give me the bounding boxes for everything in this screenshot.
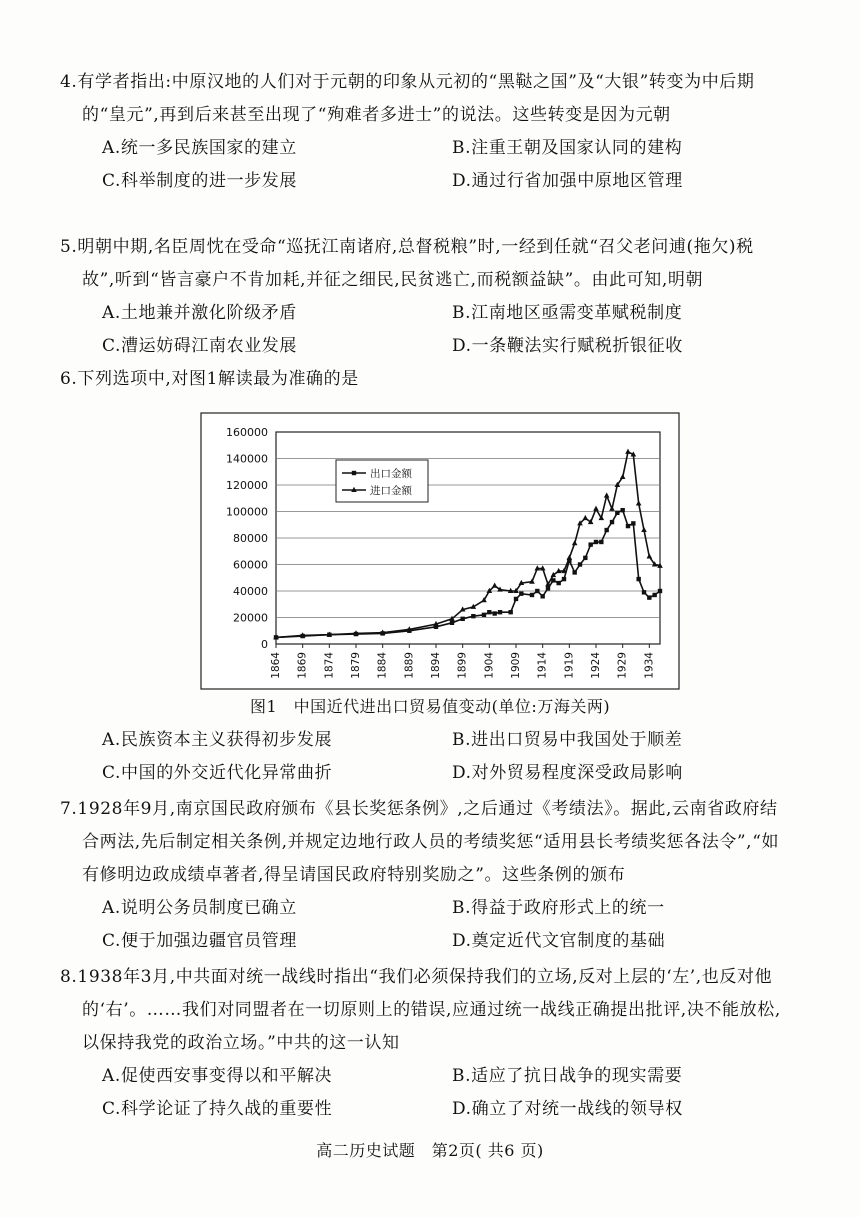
legend-marker xyxy=(352,471,356,475)
x-tick-label: 1924 xyxy=(590,652,602,679)
figure-caption: 图1 中国近代进出口贸易值变动(单位:万海关两) xyxy=(250,697,611,716)
data-point xyxy=(578,562,582,566)
option-a[interactable]: A.促使西安事变得以和平解决 xyxy=(102,1066,333,1086)
option-b[interactable]: B.适应了抗日战争的现实需要 xyxy=(452,1066,683,1086)
question-stem xyxy=(60,231,782,297)
option-a[interactable]: A.土地兼并激化阶级矛盾 xyxy=(102,303,297,323)
data-point xyxy=(583,556,587,560)
y-tick-label: 160000 xyxy=(226,426,268,439)
question-text: 明朝中期,名臣周忱在受命“巡抚江南诸府,总督税粮”时,一经到任就“召父老问逋(拖欠)税故”,听到“皆言豪户不肯加耗,并征之细民,民贫逃亡,而税额益缺”。由此可知,明朝 xyxy=(77,237,754,290)
x-tick-label: 1874 xyxy=(323,652,336,679)
data-point xyxy=(530,593,534,597)
option-d[interactable]: D.通过行省加强中原地区管理 xyxy=(452,171,683,191)
option-a[interactable]: A.民族资本主义获得初步发展 xyxy=(102,730,333,750)
data-point xyxy=(562,577,566,581)
data-point xyxy=(487,610,491,614)
question-number: 4. xyxy=(60,72,78,92)
data-point xyxy=(636,577,640,581)
x-tick-label: 1899 xyxy=(456,652,469,679)
question-text: 有学者指出:中原汉地的人们对于元朝的印象从元初的“黑鞑之国”及“大银”转变为中后期的“皇元”,再到后来甚至出现了“殉难者多进士”的说法。这些转变是因为元朝 xyxy=(77,72,755,125)
question-text: 下列选项中,对图1解读最为准确的是 xyxy=(77,369,359,389)
data-point xyxy=(514,597,518,601)
option-d[interactable]: D.奠定近代文官制度的基础 xyxy=(452,931,666,951)
x-tick-label: 1914 xyxy=(536,652,549,679)
data-point xyxy=(519,591,523,595)
data-point xyxy=(492,611,496,615)
x-tick-label: 1879 xyxy=(350,652,362,679)
y-tick-label: 60000 xyxy=(233,558,268,572)
legend-label: 进口金额 xyxy=(370,485,412,497)
data-point xyxy=(594,540,598,544)
question-number: 7. xyxy=(60,799,78,819)
options xyxy=(82,132,782,198)
question-6 xyxy=(60,363,782,396)
data-point xyxy=(599,540,603,544)
data-point xyxy=(471,614,475,618)
x-tick-label: 1884 xyxy=(376,652,389,679)
question-6-options xyxy=(82,724,782,790)
x-tick-label: 1869 xyxy=(296,652,309,679)
x-tick-label: 1929 xyxy=(616,652,629,679)
y-tick-label: 120000 xyxy=(226,479,268,492)
data-point xyxy=(626,524,630,528)
option-c[interactable]: C.中国的外交近代化异常曲折 xyxy=(102,763,333,783)
x-tick-label: 1889 xyxy=(403,652,416,679)
question-stem xyxy=(60,363,782,396)
question-4 xyxy=(60,66,782,198)
data-point xyxy=(450,621,454,625)
data-point xyxy=(572,570,576,574)
data-point xyxy=(535,589,539,593)
option-b[interactable]: B.江南地区亟需变革赋税制度 xyxy=(452,303,683,323)
data-point xyxy=(482,613,486,617)
y-tick-label: 140000 xyxy=(226,452,268,466)
data-point xyxy=(588,542,592,546)
question-number: 6. xyxy=(60,369,78,389)
x-tick-label: 1909 xyxy=(510,652,522,679)
options xyxy=(82,297,782,363)
question-7 xyxy=(60,793,782,958)
option-d[interactable]: D.一条鞭法实行赋税折银征收 xyxy=(452,336,683,356)
y-tick-label: 0 xyxy=(261,638,268,651)
question-number: 5. xyxy=(60,237,78,257)
data-point xyxy=(460,617,464,621)
data-point xyxy=(652,593,656,597)
y-tick-label: 100000 xyxy=(226,505,268,519)
data-point xyxy=(546,586,550,590)
data-point xyxy=(620,508,624,512)
options xyxy=(82,1060,782,1126)
data-point xyxy=(647,595,651,599)
option-c[interactable]: C.便于加强边疆官员管理 xyxy=(102,931,298,951)
data-point xyxy=(556,581,560,585)
option-c[interactable]: C.科学论证了持久战的重要性 xyxy=(102,1099,333,1119)
x-tick-label: 1919 xyxy=(563,652,576,679)
question-text: 1928年9月,南京国民政府颁布《县长奖惩条例》,之后通过《考绩法》。据此,云南省政府结合两法,先后制定相关条例,并规定边地行政人员的考绩奖惩“适用县长考绩奖惩各法令”,“如有修明边政成绩卓著者,得呈请国民政府特别奖励之”。这些条例的颁布 xyxy=(77,799,780,885)
question-number: 8. xyxy=(60,967,78,987)
y-tick-label: 80000 xyxy=(233,532,268,545)
y-tick-label: 40000 xyxy=(233,585,268,598)
question-stem xyxy=(60,793,782,892)
options xyxy=(82,724,782,790)
trade-chart-svg xyxy=(200,412,680,690)
x-tick-label: 1934 xyxy=(643,652,656,679)
option-b[interactable]: B.得益于政府形式上的统一 xyxy=(452,898,665,918)
data-point xyxy=(498,610,502,614)
data-point xyxy=(658,589,662,593)
options xyxy=(82,892,782,958)
question-5 xyxy=(60,231,782,363)
trade-chart xyxy=(200,412,680,690)
y-tick-label: 20000 xyxy=(233,611,268,625)
data-point xyxy=(508,610,512,614)
data-point xyxy=(540,594,544,598)
data-point xyxy=(631,521,635,525)
data-point xyxy=(604,528,608,532)
option-c[interactable]: C.漕运妨碍江南农业发展 xyxy=(102,336,298,356)
x-tick-label: 1904 xyxy=(483,652,496,679)
data-point xyxy=(610,520,614,524)
x-tick-label: 1864 xyxy=(270,652,282,679)
page-footer: 高二历史试题 第2页( 共6 页) xyxy=(316,1141,544,1160)
option-a[interactable]: A.统一多民族国家的建立 xyxy=(102,138,297,158)
question-stem xyxy=(60,961,782,1060)
question-8 xyxy=(60,961,782,1126)
question-stem xyxy=(60,66,782,132)
data-point xyxy=(615,511,619,515)
option-d[interactable]: D.确立了对统一战线的领导权 xyxy=(452,1099,683,1119)
x-tick-label: 1894 xyxy=(430,652,442,679)
question-text: 1938年3月,中共面对统一战线时指出“我们必须保持我们的立场,反对上层的‘左’,也反对他的‘右’。……我们对同盟者在一切原则上的错误,应通过统一战线正确提出批评,决不能放松,以保持我党的政治立场。”中共的这一认知 xyxy=(77,967,781,1053)
data-point xyxy=(642,590,646,594)
option-b[interactable]: B.进出口贸易中我国处于顺差 xyxy=(452,730,683,750)
option-b[interactable]: B.注重王朝及国家认同的建构 xyxy=(452,138,683,158)
option-c[interactable]: C.科举制度的进一步发展 xyxy=(102,171,298,191)
legend-label: 出口金额 xyxy=(370,468,412,480)
option-d[interactable]: D.对外贸易程度深受政局影响 xyxy=(452,763,683,783)
option-a[interactable]: A.说明公务员制度已确立 xyxy=(102,898,297,918)
